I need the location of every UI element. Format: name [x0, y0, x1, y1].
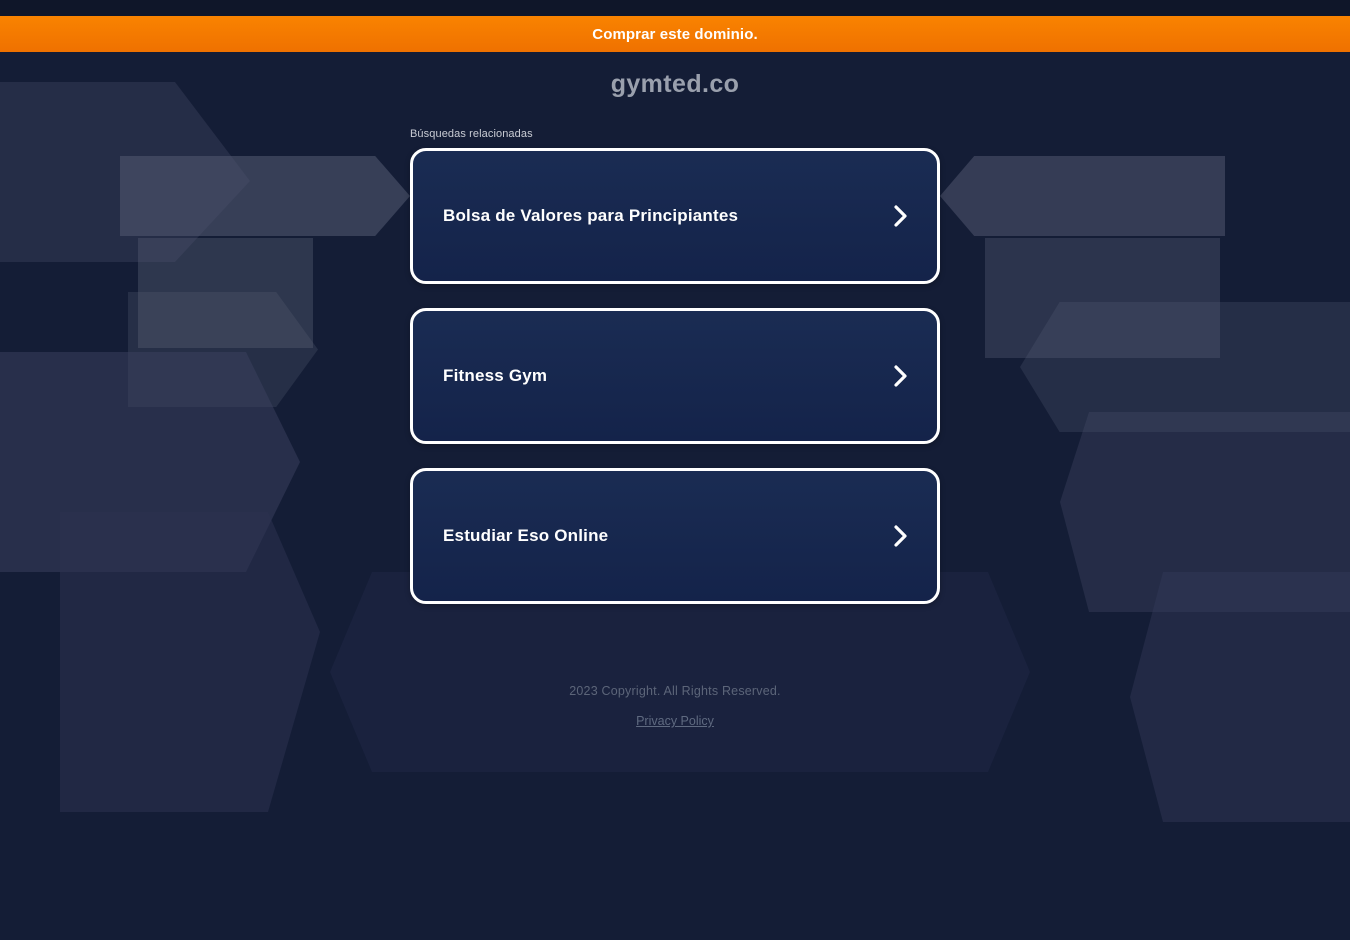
related-searches-list — [410, 148, 940, 628]
chevron-right-icon — [891, 525, 911, 547]
copyright-text: 2023 Copyright. All Rights Reserved. — [569, 684, 781, 698]
related-search-card[interactable] — [410, 468, 940, 604]
related-search-label: Estudiar Eso Online — [443, 526, 609, 545]
decor-hexagon-left-6 — [60, 512, 320, 812]
buy-domain-banner[interactable] — [0, 16, 1350, 52]
related-search-card[interactable] — [410, 308, 940, 444]
page-title: gymted.co — [610, 70, 740, 98]
top-strip — [0, 0, 1350, 16]
page-footer — [0, 684, 1350, 730]
buy-domain-banner-label: Comprar este dominio. — [592, 25, 758, 43]
privacy-policy-link[interactable]: Privacy Policy — [636, 714, 714, 728]
related-search-card[interactable] — [410, 148, 940, 284]
chevron-right-icon — [891, 365, 911, 387]
decor-hexagon-right-1 — [940, 156, 1225, 236]
related-search-label: Bolsa de Valores para Principiantes — [443, 206, 739, 225]
related-searches-label: Búsquedas relacionadas — [410, 128, 533, 140]
chevron-right-icon — [891, 205, 911, 227]
related-search-label: Fitness Gym — [443, 366, 548, 385]
